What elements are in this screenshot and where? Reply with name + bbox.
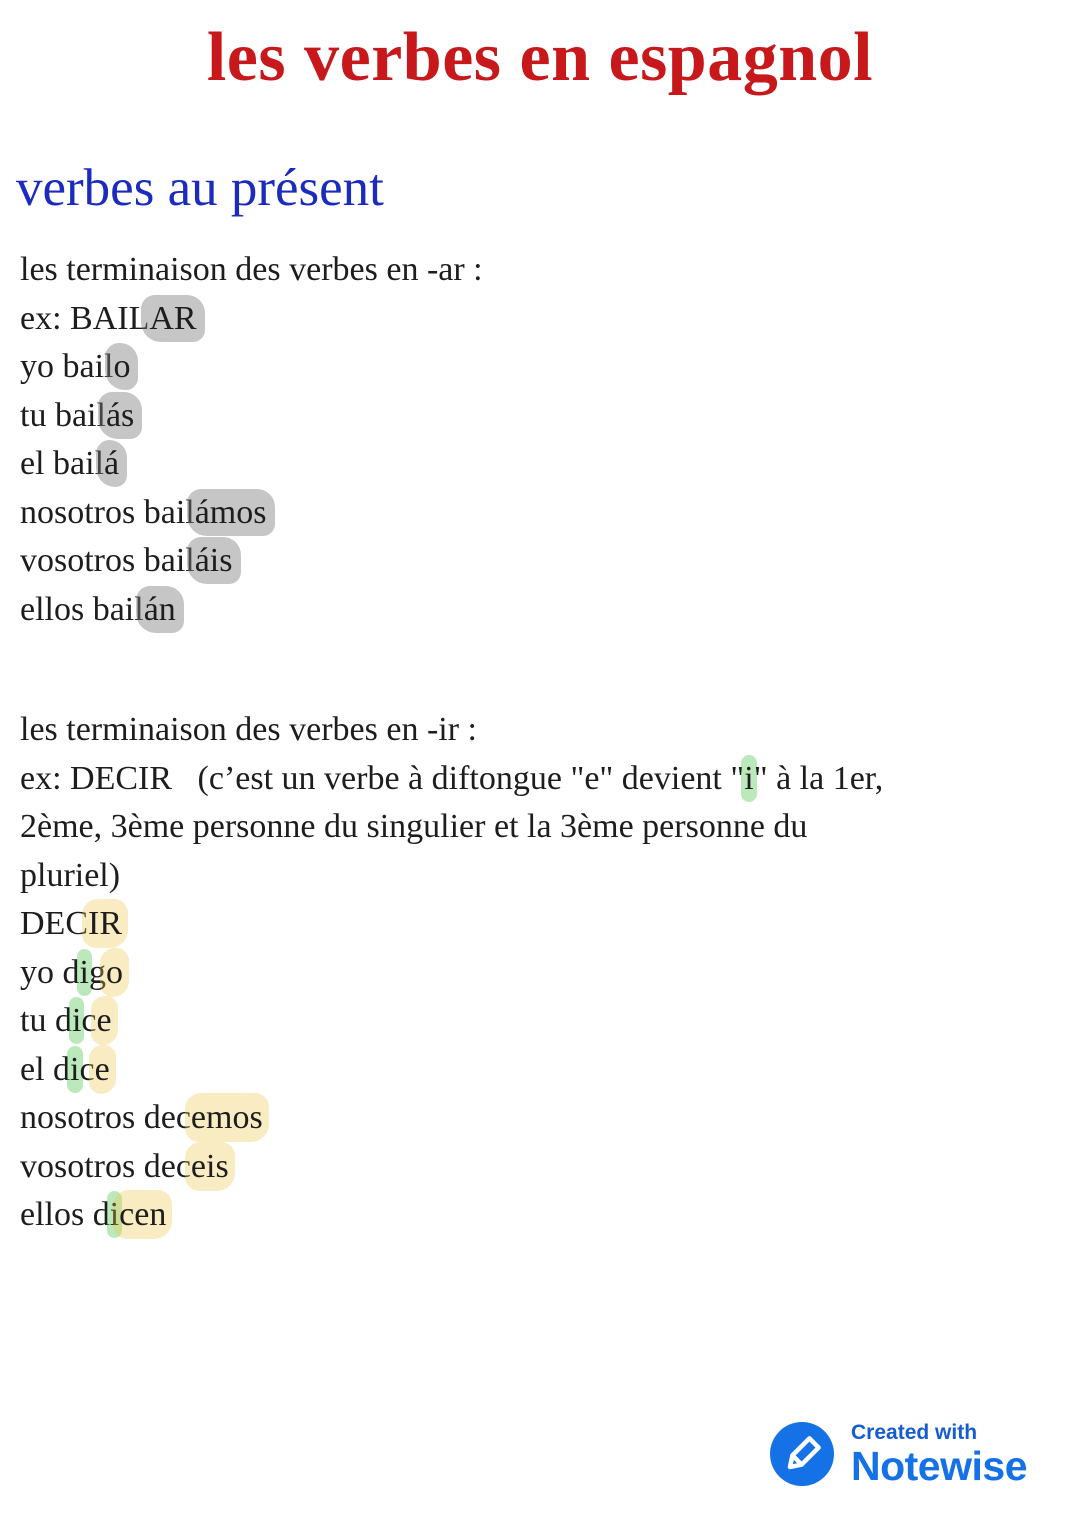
text-run: " à la 1er, — [753, 759, 884, 797]
text-line — [20, 852, 883, 901]
text-line — [20, 900, 883, 949]
highlight-yellow: o — [100, 948, 129, 997]
brand-name: Notewise — [851, 1443, 1027, 1489]
highlight-gray: ámos — [187, 489, 275, 536]
text-line — [20, 586, 483, 635]
text-run: ellos d — [20, 1196, 110, 1233]
text-run: les terminaison des verbes en -ar : — [20, 251, 483, 288]
text-run: c — [81, 1002, 97, 1039]
text-run: g — [88, 953, 106, 991]
text-run: vosotros dec — [20, 1147, 191, 1185]
pencil-icon — [770, 1422, 834, 1486]
highlight-green: i — [77, 949, 92, 996]
text-line — [20, 489, 483, 538]
page-title: les verbes en espagnol — [206, 19, 874, 96]
highlight-yellow: eis — [185, 1142, 235, 1191]
text-run: el d — [20, 1050, 71, 1088]
text-line — [20, 246, 483, 295]
highlight-gray: áis — [187, 537, 241, 584]
text-line — [20, 706, 883, 755]
text-run: el bail — [20, 445, 105, 482]
highlight-gray: án — [136, 586, 184, 633]
highlight-green: i — [107, 1191, 122, 1238]
text-run: yo bail — [20, 348, 114, 385]
highlight-gray: AR — [141, 295, 204, 342]
text-run: c — [79, 1050, 95, 1088]
text-run: 2ème, 3ème personne du singulier et la 3ème personne du — [20, 808, 808, 845]
notewise-logo[interactable] — [770, 1421, 1027, 1487]
text-line — [20, 1191, 883, 1240]
text-run: DEC — [20, 905, 88, 942]
section-heading-present: verbes au présent — [16, 159, 384, 217]
text-run: nosotros dec — [20, 1099, 191, 1136]
text-run: ellos bail — [20, 590, 144, 628]
text-line — [20, 392, 483, 441]
text-line — [20, 440, 483, 489]
text-run: vosotros bail — [20, 542, 195, 579]
text-run: nosotros bail — [20, 493, 195, 531]
highlight-gray: ás — [98, 392, 142, 439]
text-line — [20, 1094, 883, 1143]
text-line — [20, 803, 883, 852]
section-ir-verbs — [20, 706, 883, 1240]
text-line — [20, 1046, 883, 1095]
highlight-gray: o — [105, 343, 138, 390]
text-line — [20, 755, 883, 804]
highlight-yellow: cen — [113, 1190, 172, 1239]
text-line — [20, 343, 483, 392]
highlight-yellow: e — [89, 1045, 116, 1094]
text-run: les terminaison des verbes en -ir : — [20, 711, 477, 748]
highlight-yellow: IR — [82, 899, 128, 948]
section-ar-verbs — [20, 246, 483, 634]
text-run: tu d — [20, 1002, 72, 1039]
text-line — [20, 1143, 883, 1192]
text-run: ex: BAIL — [20, 299, 150, 337]
text-line — [20, 949, 883, 998]
text-run: yo d — [20, 953, 80, 991]
created-with-label: Created with — [851, 1421, 978, 1444]
highlight-yellow: emos — [185, 1093, 269, 1142]
text-run: pluriel) — [20, 856, 121, 894]
text-line — [20, 295, 483, 344]
highlight-yellow: e — [91, 996, 118, 1045]
text-run: ex: DECIR (c’est un verbe à diftongue "e" devient " — [20, 759, 745, 797]
highlight-green: i — [69, 997, 84, 1044]
highlight-gray: á — [96, 440, 127, 487]
text-run: tu bail — [20, 396, 106, 434]
text-line — [20, 537, 483, 586]
notewise-logo-text — [851, 1421, 1027, 1487]
highlight-green: i — [741, 755, 756, 802]
highlight-green: i — [67, 1046, 82, 1093]
text-line — [20, 997, 883, 1046]
